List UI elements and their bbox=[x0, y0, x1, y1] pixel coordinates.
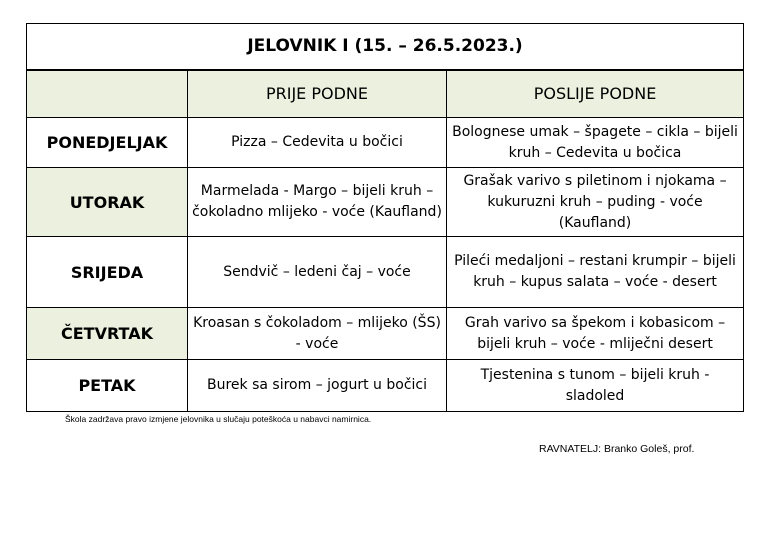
day-cell: PETAK bbox=[27, 360, 188, 412]
afternoon-cell: Grašak varivo s piletinom i njokama – kukuruzni kruh – puding - voće (Kaufland) bbox=[447, 168, 744, 237]
blank-header-cell bbox=[27, 70, 188, 118]
day-cell: UTORAK bbox=[27, 168, 188, 237]
table-row bbox=[27, 360, 744, 412]
morning-cell: Pizza – Cedevita u bočici bbox=[188, 118, 447, 168]
day-cell: ČETVRTAK bbox=[27, 308, 188, 360]
day-cell: SRIJEDA bbox=[27, 237, 188, 308]
table-row bbox=[27, 308, 744, 360]
morning-cell: Marmelada - Margo – bijeli kruh – čokoladno mlijeko - voće (Kaufland) bbox=[188, 168, 447, 237]
menu-table bbox=[26, 23, 744, 412]
column-header-morning: PRIJE PODNE bbox=[188, 70, 447, 118]
morning-cell: Sendvič – ledeni čaj – voće bbox=[188, 237, 447, 308]
afternoon-cell: Tjestenina s tunom – bijeli kruh - sladoled bbox=[447, 360, 744, 412]
column-header-row bbox=[27, 70, 744, 118]
morning-cell: Burek sa sirom – jogurt u bočici bbox=[188, 360, 447, 412]
table-row bbox=[27, 237, 744, 308]
morning-cell: Kroasan s čokoladom – mlijeko (ŠS) - voće bbox=[188, 308, 447, 360]
afternoon-cell: Bolognese umak – špagete – cikla – bijeli kruh – Cedevita u bočica bbox=[447, 118, 744, 168]
menu-title: JELOVNIK I (15. – 26.5.2023.) bbox=[27, 24, 744, 70]
title-row bbox=[27, 24, 744, 70]
principal-signature: RAVNATELJ: Branko Goleš, prof. bbox=[539, 443, 695, 455]
column-header-afternoon: POSLIJE PODNE bbox=[447, 70, 744, 118]
table-row bbox=[27, 168, 744, 237]
afternoon-cell: Pileći medaljoni – restani krumpir – bijeli kruh – kupus salata – voće - desert bbox=[447, 237, 744, 308]
footnote: Škola zadržava pravo izmjene jelovnika u slučaju poteškoća u nabavci namirnica. bbox=[65, 414, 372, 424]
table-row bbox=[27, 118, 744, 168]
afternoon-cell: Grah varivo sa špekom i kobasicom – bijeli kruh – voće - mliječni desert bbox=[447, 308, 744, 360]
day-cell: PONEDJELJAK bbox=[27, 118, 188, 168]
